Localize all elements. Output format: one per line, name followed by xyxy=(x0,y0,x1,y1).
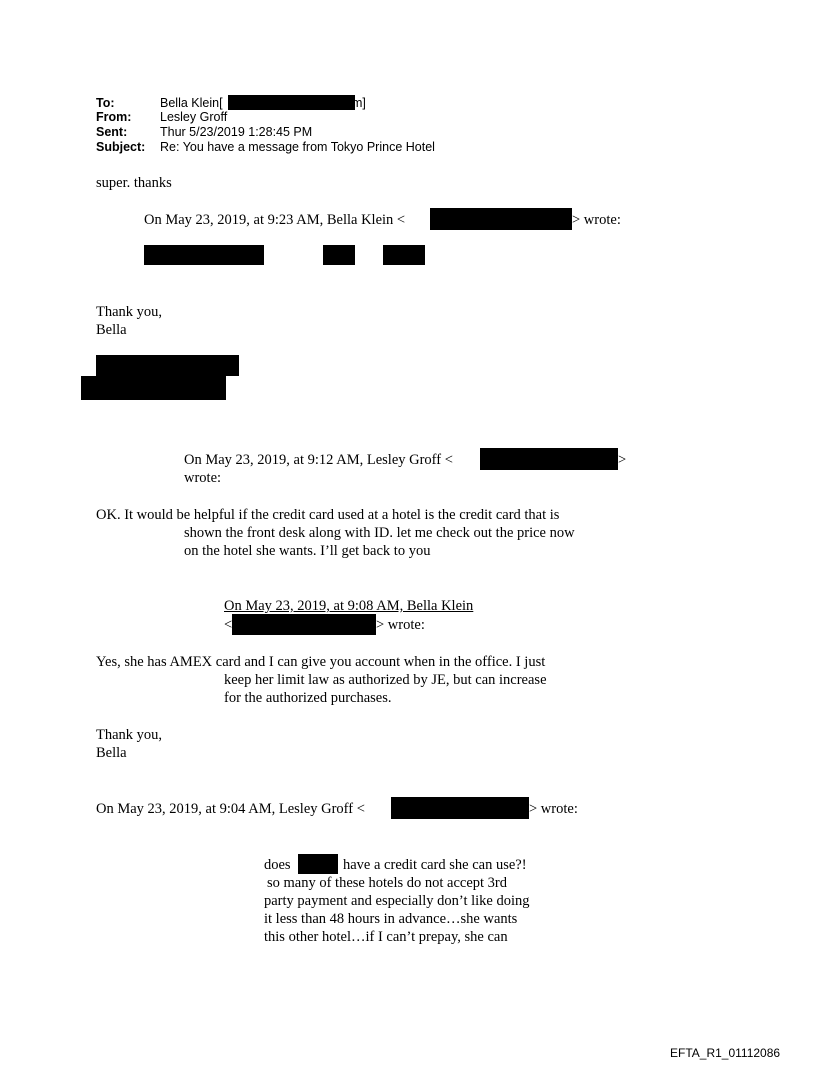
msg2-line1: OK. It would be helpful if the credit card used at a hotel is the credit card that is xyxy=(96,507,560,523)
quote4-intro-end: > wrote: xyxy=(529,801,578,817)
quote4-intro: On May 23, 2019, at 9:04 AM, Lesley Groff < xyxy=(96,801,365,817)
sent-label: Sent: xyxy=(96,125,128,139)
redaction-box xyxy=(323,245,355,265)
redaction-box xyxy=(81,376,226,400)
msg4-line1-start: does xyxy=(264,857,291,873)
quote3-intro-lt: < xyxy=(224,617,233,633)
quote3-intro: On May 23, 2019, at 9:08 AM, Bella Klein xyxy=(224,598,474,614)
msg2-line3: on the hotel she wants. I’ll get back to you xyxy=(184,543,431,559)
signoff-line1: Thank you, xyxy=(96,304,163,320)
redaction-box xyxy=(480,448,618,470)
quote1-intro: On May 23, 2019, at 9:23 AM, Bella Klein < xyxy=(144,212,406,228)
quote1-intro-end: > wrote: xyxy=(572,212,621,228)
redaction-box xyxy=(232,614,376,635)
from-label: From: xyxy=(96,110,132,124)
redaction-box xyxy=(96,355,239,376)
from-value: Lesley Groff xyxy=(160,110,228,124)
signoff2-line1: Thank you, xyxy=(96,727,163,743)
msg3-line3: for the authorized purchases. xyxy=(224,690,392,706)
quote2-intro-end: > xyxy=(618,452,627,468)
signoff-line2: Bella xyxy=(96,322,127,338)
reply-text: super. thanks xyxy=(96,175,172,191)
msg4-line1-end: have a credit card she can use?! xyxy=(343,857,527,873)
msg3-line2: keep her limit law as authorized by JE, but can increase xyxy=(224,672,547,688)
to-value-name: Bella Klein[ xyxy=(160,96,223,110)
redaction-box xyxy=(391,797,529,819)
msg4-line2: so many of these hotels do not accept 3rd xyxy=(267,875,507,891)
subject-value: Re: You have a message from Tokyo Prince Hotel xyxy=(160,140,435,154)
msg4-line3: party payment and especially don’t like doing xyxy=(264,893,530,909)
quote3-intro-end: > wrote: xyxy=(376,617,425,633)
redaction-box xyxy=(383,245,425,265)
msg4-line5: this other hotel…if I can’t prepay, she can xyxy=(264,929,508,945)
to-value-end: m] xyxy=(352,96,366,110)
sent-value: Thur 5/23/2019 1:28:45 PM xyxy=(160,125,313,139)
redaction-box xyxy=(430,208,572,230)
to-label: To: xyxy=(96,96,115,110)
redaction-box xyxy=(228,95,355,110)
msg3-line1: Yes, she has AMEX card and I can give you account when in the office. I just xyxy=(96,654,546,670)
subject-label: Subject: xyxy=(96,140,146,154)
redaction-box xyxy=(144,245,264,265)
redaction-box xyxy=(298,854,338,874)
msg2-line2: shown the front desk along with ID. let me check out the price now xyxy=(184,525,575,541)
signoff2-line2: Bella xyxy=(96,745,127,761)
quote2-wrote: wrote: xyxy=(184,470,222,486)
msg4-line4: it less than 48 hours in advance…she wants xyxy=(264,911,518,927)
document-id: EFTA_R1_01112086 xyxy=(670,1046,781,1060)
quote2-intro: On May 23, 2019, at 9:12 AM, Lesley Groff < xyxy=(184,452,453,468)
